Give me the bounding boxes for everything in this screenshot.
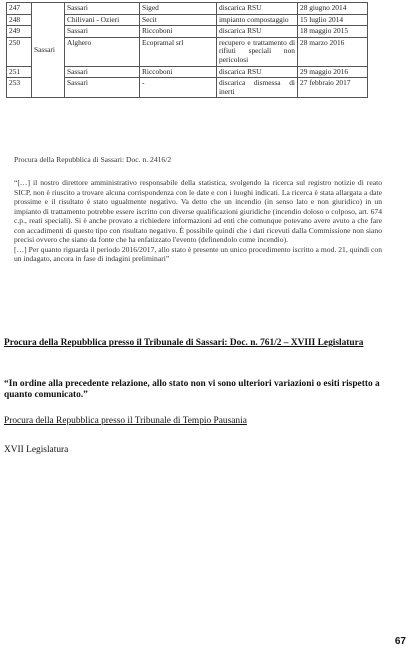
legislatura-label: XVII Legislatura [4,445,69,455]
company-cell: - [140,78,217,98]
company-cell: Riccoboni [140,66,217,78]
comune-cell: Sassari [65,26,140,38]
comune-cell: Alghero [65,37,140,66]
quote-761: “In ordine alla precedente relazione, allo stato non vi sono ulteriori variazioni o esiti rispetto a quanto comunicato.” [4,379,380,400]
company-cell: Secit [140,14,217,26]
comune-cell: Sassari [65,66,140,78]
company-cell: Riccoboni [140,26,217,38]
facility-type-cell: discarica dismessa di inerti [217,78,298,98]
row-number: 247 [7,3,32,15]
table-row [7,3,368,15]
quoted-reply [14,178,382,264]
quote-paragraph: […] Per quanto riguarda il periodo 2016/2017, allo stato è presente un unico procedimento iscritto a mod. 21, quindi con un indagato, ancora in fase di indagini preliminari” [14,244,382,263]
page-number: 67 [394,636,406,647]
comune-cell: Chilivani - Ozieri [65,14,140,26]
facility-type-cell: discarica RSU [217,26,298,38]
row-number: 249 [7,26,32,38]
comune-cell: Sassari [65,3,140,15]
row-number: 251 [7,66,32,78]
facility-type-cell: discarica RSU [217,3,298,15]
date-cell: 29 maggio 2016 [298,66,368,78]
facility-type-cell: impianto compostaggio [217,14,298,26]
quote-paragraph: “[…] il nostro direttore amministrativo responsabile della statistica, svolgendo la ricerca sul registro notizie di reato SICP, non è riuscito a trovare alcuna corrispondenza con le date e con i luoghi indicati. La ricerca è stata allargata a date prossime e il risultato è stato ugualmente negativo. Va detto che un incendio (in senso lato e non giuridico) in un impianto di trattamento potrebbe essere iscritto con diverse qualificazioni giuridiche (incendio doloso o colposo, art. 674 c.p., reati speciali). Si è anche provato a richiedere informazioni ad enti che comunque potevano avere avuto a che fare con accadimenti di questo tipo con risultato negativo. È possibile quindi che i dati ricevuti dalla Commissione non siano precisi ovvero che siano da fonte che ha enfatizzato l'evento (definendolo come incendio). [14,178,382,244]
section-heading-sassari-doc: Procura della Repubblica presso il Tribunale di Sassari: Doc. n. 761/2 – XVIII Legislatura [4,338,364,348]
date-cell: 28 giugno 2014 [298,3,368,15]
row-number: 253 [7,78,32,98]
company-cell: Ecopramal srl [140,37,217,66]
date-cell: 18 maggio 2015 [298,26,368,38]
facility-type-cell: discarica RSU [217,66,298,78]
row-number: 248 [7,14,32,26]
date-cell: 28 marzo 2016 [298,37,368,66]
facility-type-cell: recupero e trattamento di rifiuti speciali non pericolosi [217,37,298,66]
province-cell: Sassari [32,3,65,98]
comune-cell: Sassari [65,78,140,98]
company-cell: Siged [140,3,217,15]
row-number: 250 [7,37,32,66]
source-citation: Procura della Repubblica di Sassari: Doc. n. 2416/2 [14,155,172,164]
date-cell: 27 febbraio 2017 [298,78,368,98]
date-cell: 15 luglio 2014 [298,14,368,26]
incidents-table [6,2,368,98]
section-heading-tempio: Procura della Repubblica presso il Tribunale di Tempio Pausania [4,416,247,426]
